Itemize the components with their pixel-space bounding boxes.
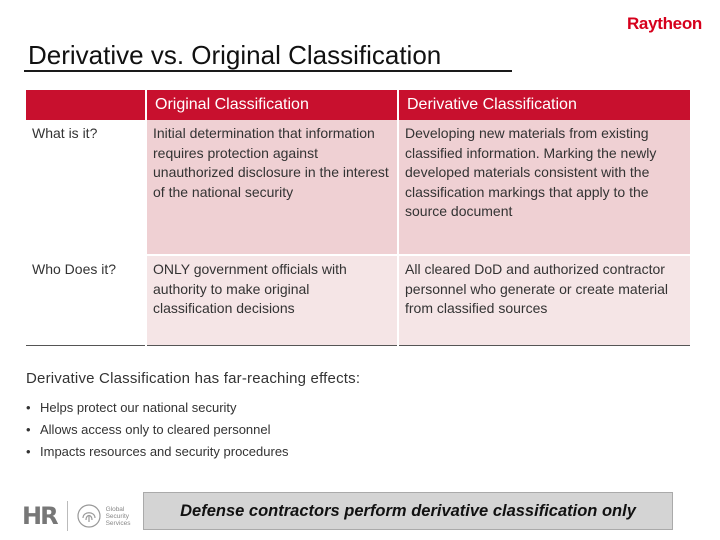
gss-line: Security [105,512,130,520]
raytheon-logo: Raytheon [626,14,702,33]
bullet-icon: • [26,444,31,459]
list-item [26,398,289,420]
footer-divider [67,501,68,531]
table-header-corner [26,90,146,120]
table-header-row [26,90,690,120]
header-original-classification: Original Classification [146,90,398,120]
cell-derivative-who: All cleared DoD and authorized contractor personnel who generate or create material from classified sources [398,255,690,345]
cell-original-what: Initial determination that information requires protection against unauthorized disclosure in the interest of the national security [146,120,398,255]
bullet-icon: • [26,422,31,437]
footer-logos [22,500,131,532]
hr-logo: HR [22,502,57,530]
comparison-table [26,90,690,346]
title-underline [24,70,512,72]
cell-derivative-what: Developing new materials from existing classified information. Marking the newly developed materials consistent with the classification markings that apply to the source document [398,120,690,255]
list-item [26,442,289,464]
row-label-what: What is it? [26,120,146,255]
fingerprint-icon [76,503,102,529]
list-item [26,420,289,442]
list-item-text: Helps protect our national security [40,400,237,415]
cell-original-who: ONLY government officials with authority to make original classification decisions [146,255,398,345]
list-item-text: Allows access only to cleared personnel [40,422,271,437]
effects-intro: Derivative Classification has far-reaching effects: [26,370,361,387]
gss-line: Global [105,505,125,513]
list-item-text: Impacts resources and security procedures [40,444,289,459]
row-label-who: Who Does it? [26,255,146,345]
effects-list [26,398,289,464]
global-security-services-logo [76,503,131,529]
gss-line: Services [105,519,131,527]
bullet-icon: • [26,400,31,415]
table-row [26,120,690,255]
header-derivative-classification: Derivative Classification [398,90,690,120]
table-row [26,255,690,345]
callout-banner: Defense contractors perform derivative classification only [143,492,673,530]
page-title: Derivative vs. Original Classification [28,40,442,70]
